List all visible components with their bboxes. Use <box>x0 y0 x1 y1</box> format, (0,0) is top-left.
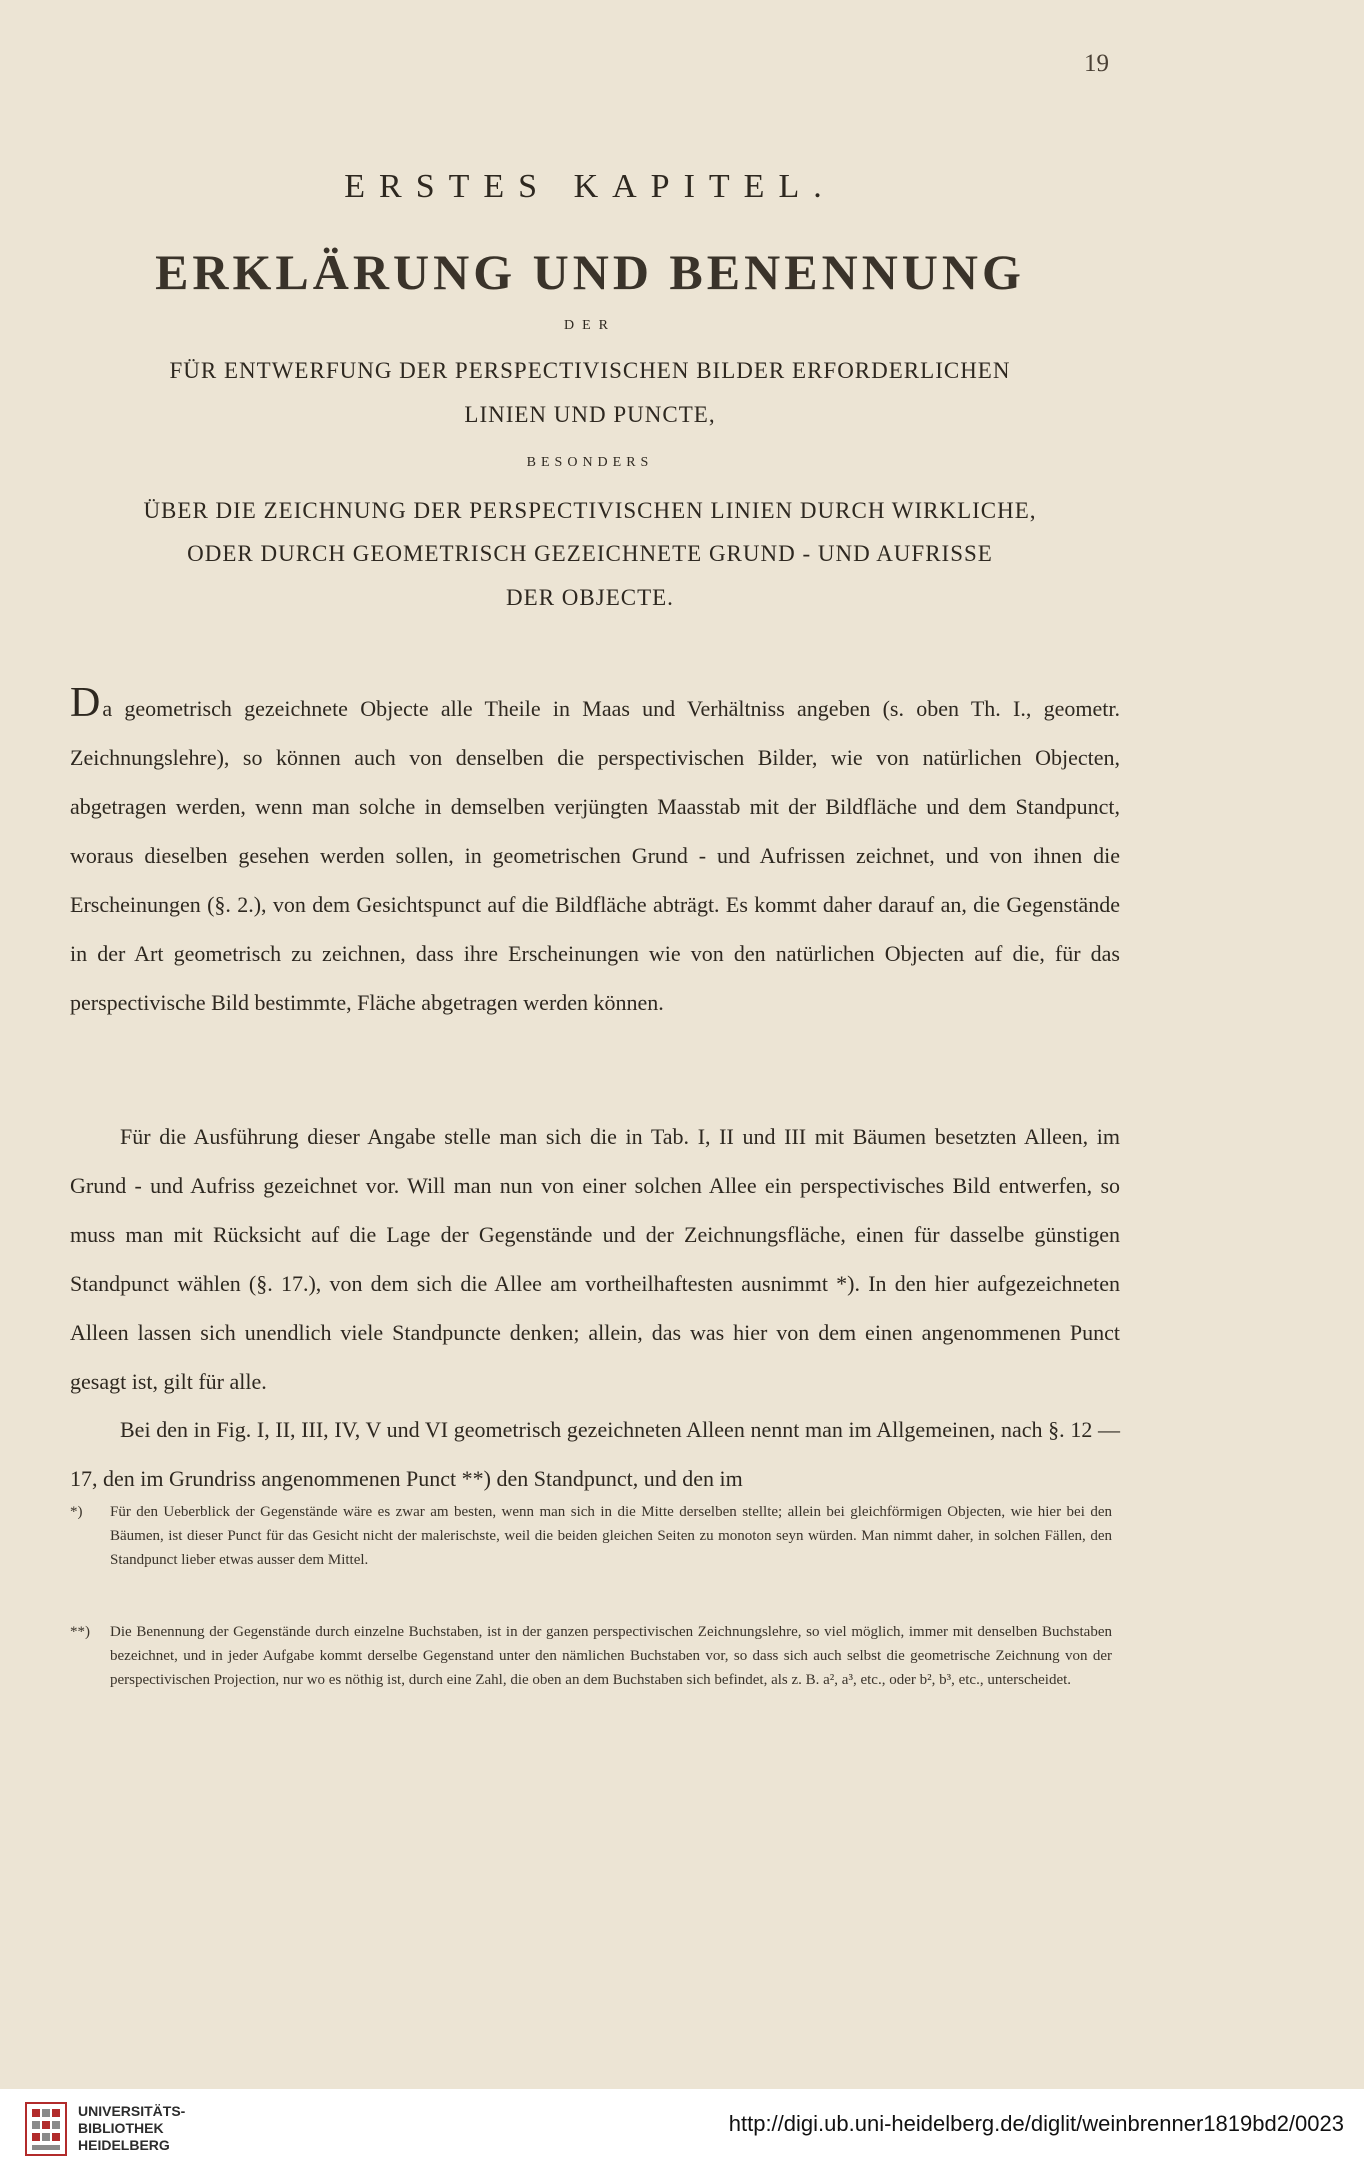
source-url-link[interactable]: http://digi.ub.uni-heidelberg.de/diglit/weinbrenner1819bd2/0023 <box>728 2111 1344 2136</box>
footnote-text: Für den Ueberblick der Gegenstände wäre es zwar am besten, wenn man sich in die Mitte derselben stellte; allein bei gleichförmigen Objecten, wie hier bei den Bäumen, ist dieser Punct für das Gesicht nicht der malerischste, weil die beiden gleichen Seiten zu monoton seyn würden. Man nimmt daher, in solchen Fällen, den Standpunct lieber etwas ausser dem Mittel. <box>110 1504 1112 1568</box>
title-connector: DER <box>564 318 616 333</box>
subtitle-line: LINIEN UND PUNCTE, <box>464 402 716 427</box>
paragraph-text: a geometrisch gezeichnete Objecte alle Theile in Maas und Verhältniss angeben (s. oben Th. I., geometr. Zeichnungslehre), so können auch von denselben die perspectivischen Bilder, wie von natürlichen Objecten, abgetragen werden, wenn man solche in demselben verjüngten Maasstab mit der Bildfläche und dem Standpunct, woraus dieselben gesehen werden sollen, in geometrischen Grund - und Aufrissen zeichnet, und von ihnen die Erscheinungen (§. 2.), von dem Gesichtspunct auf die Bildfläche abträgt. Es kommt daher darauf an, die Gegenstände in der Art geometrisch zu zeichnen, dass ihre Erscheinungen wie von den natürlichen Objecten auf die, für das perspectivische Bild bestimmte, Fläche abgetragen werden können. <box>70 696 1120 1015</box>
university-library-logo-icon <box>24 2101 68 2157</box>
subtitle-line: ODER DURCH GEOMETRISCH GEZEICHNETE GRUND - UND AUFRISSE <box>187 541 993 566</box>
body-paragraph: Für die Ausführung dieser Angabe stelle man sich die in Tab. I, II und III mit Bäumen besetzten Alleen, im Grund - und Aufriss gezeichnet vor. Will man nun von einer solchen Allee ein perspectivisches Bild entwerfen, so muss man mit Rücksicht auf die Lage der Gegenstände und der Zeichnungsfläche, einen für dasselbe günstigen Standpunct wählen (§. 17.), von dem sich die Allee am vortheilhaftesten ausnimmt *). In den hier aufgezeichneten Alleen lassen sich unendlich viele Standpuncte denken; allein, das was hier von dem einen angenommenen Punct gesagt ist, gilt für alle. <box>70 1124 1120 1394</box>
chapter-heading: ERSTES KAPITEL. <box>344 168 836 205</box>
logo-line: UNIVERSITÄTS- <box>78 2103 186 2119</box>
logo-line: HEIDELBERG <box>78 2137 170 2153</box>
footnote <box>70 1500 1112 1572</box>
page-title: ERKLÄRUNG UND BENENNUNG <box>155 244 1025 300</box>
library-logo-text <box>78 2103 185 2154</box>
subtitle-line: DER OBJECTE. <box>506 585 674 610</box>
subtitle-line: FÜR ENTWERFUNG DER PERSPECTIVISCHEN BILDER ERFORDERLICHEN <box>169 358 1011 383</box>
logo-line: BIBLIOTHEK <box>78 2120 164 2136</box>
footnote <box>70 1620 1112 1692</box>
subtitle-line: ÜBER DIE ZEICHNUNG DER PERSPECTIVISCHEN LINIEN DURCH WIRKLICHE, <box>143 498 1037 523</box>
footnote-marker: **) <box>70 1624 90 1640</box>
body-paragraph <box>70 680 1120 1027</box>
footnote-text: Die Benennung der Gegenstände durch einzelne Buchstaben, ist in der ganzen perspectivischen Zeichnungslehre, so viel möglich, immer mit denselben Buchstaben bezeichnet, und in jeder Aufgabe kommt derselbe Gegenstand unter den nämlichen Buchstaben vor, so dass sich auch selbst die geometrische Zeichnung von der perspectivischen Projection, nur wo es nöthig ist, durch eine Zahl, die oben an dem Buchstaben sich befindet, als z. B. a², a³, etc., oder b², b³, etc., unterscheidet. <box>110 1624 1112 1688</box>
footnote-marker: *) <box>70 1504 83 1520</box>
title-connector: BESONDERS <box>526 455 654 470</box>
viewer-footer <box>0 2089 1364 2171</box>
drop-cap: D <box>70 680 101 726</box>
page-number: 19 <box>1084 50 1109 77</box>
body-paragraph: Bei den in Fig. I, II, III, IV, V und VI geometrisch gezeichneten Alleen nennt man im Allgemeinen, nach §. 12 — 17, den im Grundriss angenommenen Punct **) den Standpunct, und den im <box>70 1417 1120 1491</box>
